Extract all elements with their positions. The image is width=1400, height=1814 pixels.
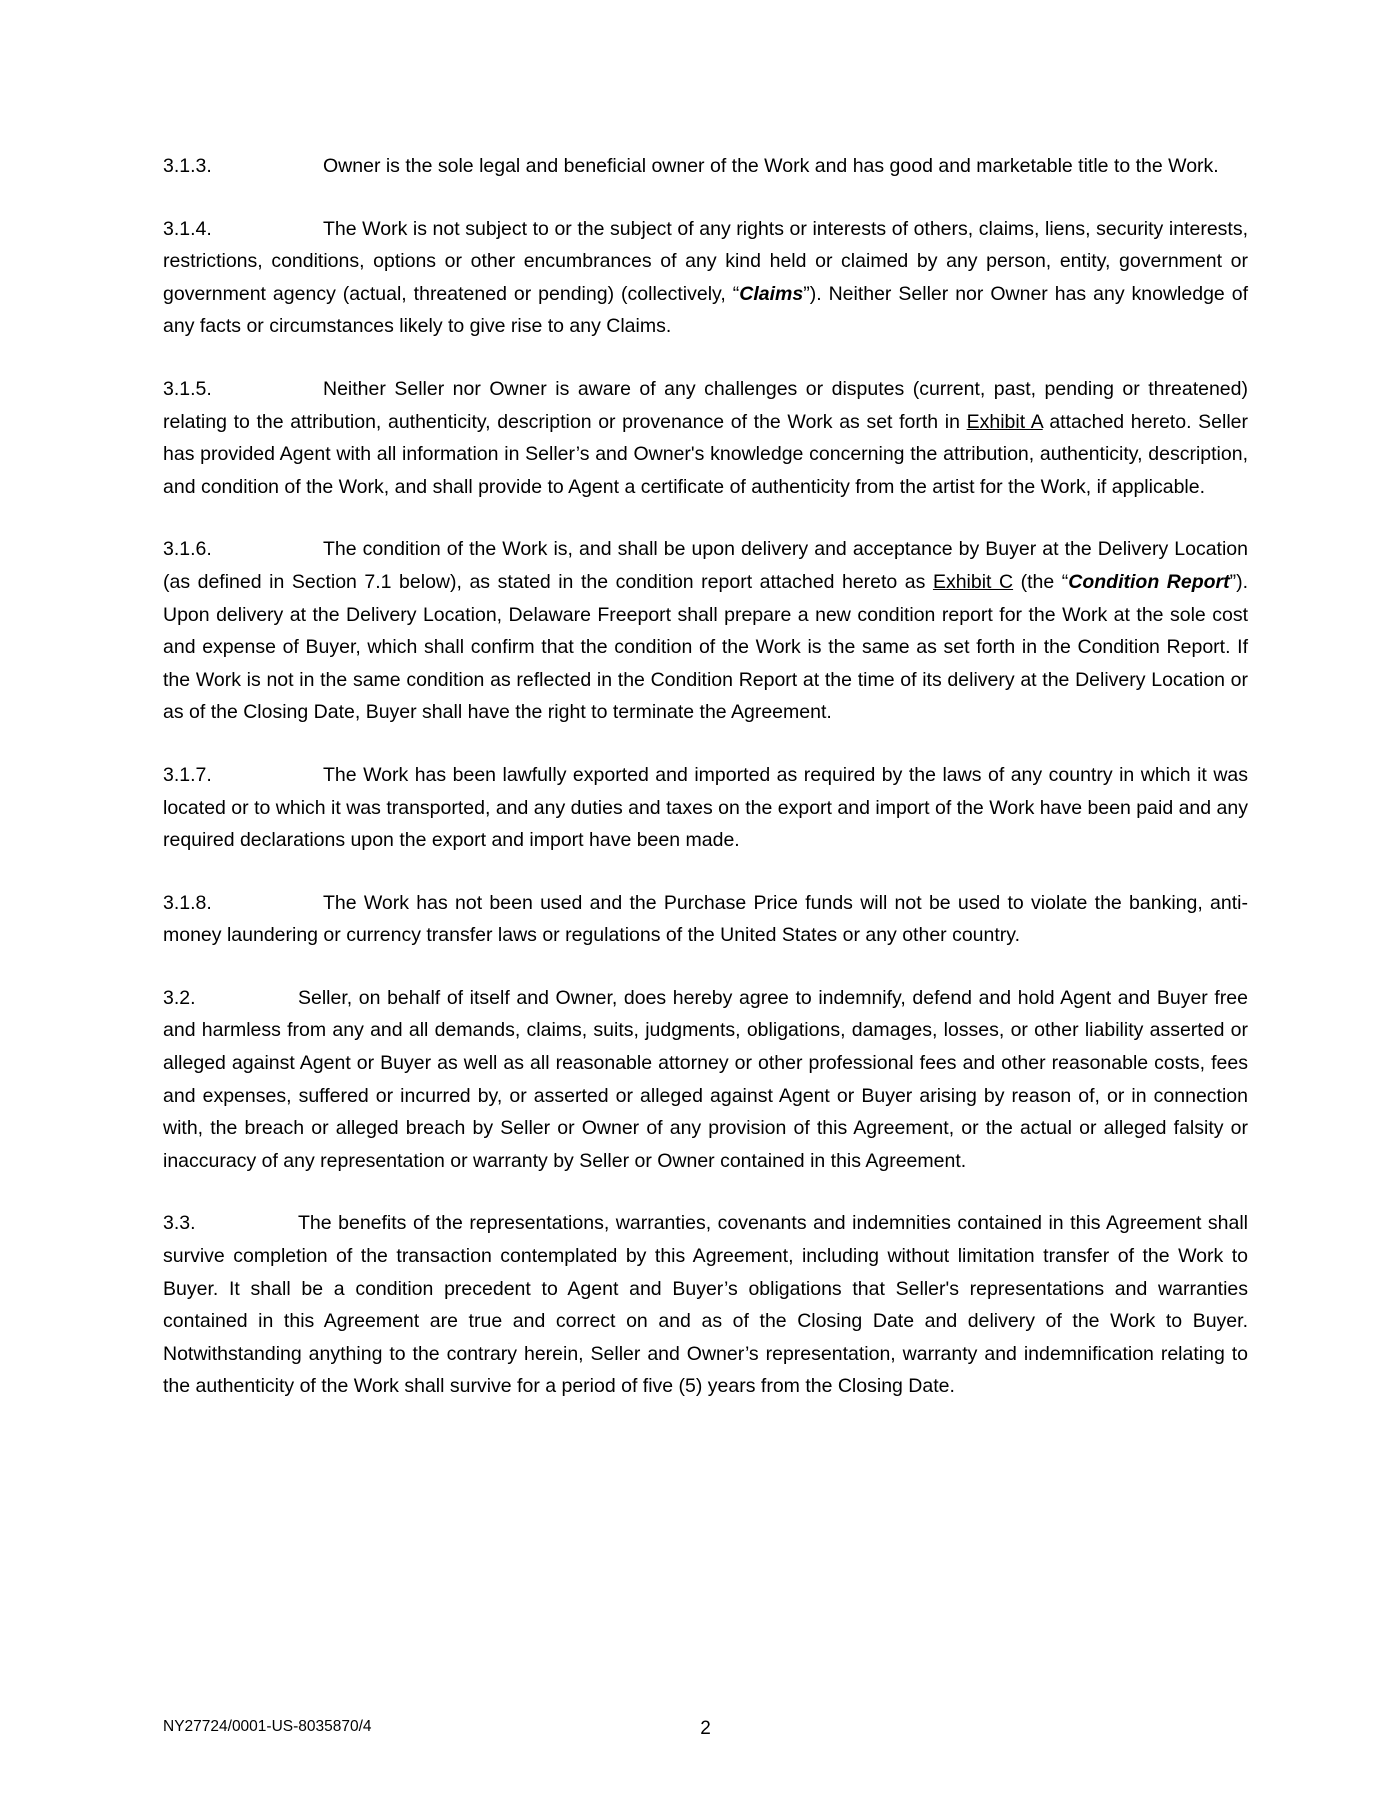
paragraph-text-continued: attached hereto. Seller has provided Agent with all information in Seller’s and Owner's knowledge concerning the attribution, authenticity, description, and condition of the Work, and shall provide to Agent a certificate of authenticity from the artist for the Work, if applicable. [163,410,1248,498]
paragraph-3-1-7 [163,759,1248,857]
paragraph-text: Seller, on behalf of itself and Owner, does hereby agree to indemnify, defend and hold Agent and Buyer free and harmless from any and all demands, claims, suits, judgments, obligations, damages, losses, or other liability asserted or alleged against Agent or Buyer as well as all reasonable attorney or other professional fees and other reasonable costs, fees and expenses, suffered or incurred by, or asserted or alleged against Agent or Buyer arising by reason of, or in connection with, the breach or alleged breach by Seller or Owner of any provision of this Agreement, or the actual or alleged falsity or inaccuracy of any representation or warranty by Seller or Owner contained in this Agreement. [163,986,1248,1172]
paragraph-text-continued: ”). Neither Seller nor Owner has any knowledge of any facts or circumstances likely to give rise to any Claims. [163,282,1248,338]
exhibit-c-reference: Exhibit C [932,570,1014,593]
paragraph-number: 3.1.6. [163,538,212,561]
document-id: NY27724/0001-US-8035870/4 [163,1718,372,1735]
paragraph-3-3 [163,1207,1248,1403]
paragraph-number: 3.1.5. [163,377,212,400]
paragraph-3-1-6 [163,533,1248,729]
paragraph-3-1-4 [163,213,1248,343]
exhibit-a-reference: Exhibit A [966,410,1043,433]
paragraph-3-1-5 [163,373,1248,503]
paragraph-text: The Work is not subject to or the subject of any rights or interests of others, claims, liens, security interests, restrictions, conditions, options or other encumbrances of any kind held or claimed by any person, entity, government or government agency (actual, threatened or pending) (collectively, “ [163,217,1248,305]
paragraph-number: 3.3. [163,1212,196,1235]
defined-term-claims: Claims [739,282,804,305]
paragraph-3-2 [163,982,1248,1178]
paragraph-text: The Work has been lawfully exported and imported as required by the laws of any country in which it was located or to which it was transported, and any duties and taxes on the export and import of the Work have been paid and any required declarations upon the export and import have been made. [163,763,1248,852]
paragraph-number: 3.1.8. [163,891,212,914]
paragraph-text-continued: ”). Upon delivery at the Delivery Location, Delaware Freeport shall prepare a new condition report for the Work at the sole cost and expense of Buyer, which shall confirm that the condition of the Work is the same as set forth in the Condition Report. If the Work is not in the same condition as reflected in the Condition Report at the time of its delivery at the Delivery Location or as of the Closing Date, Buyer shall have the right to terminate the Agreement. [163,570,1249,724]
paragraph-3-1-8 [163,887,1248,952]
defined-term-condition-report: Condition Report [1068,570,1230,593]
paragraph-text: The Work has not been used and the Purchase Price funds will not be used to violate the banking, anti-money laundering or currency transfer laws or regulations of the United States or any other country. [163,891,1248,947]
paragraph-text: Owner is the sole legal and beneficial owner of the Work and has good and marketable title to the Work. [323,155,1219,177]
paragraph-text: Neither Seller nor Owner is aware of any challenges or disputes (current, past, pending or threatened) relating to the attribution, authenticity, description or provenance of the Work as set forth in [163,377,1248,433]
paragraph-3-1-3 [163,150,1248,183]
paragraph-text-mid: (the “ [1013,570,1069,593]
page-footer [163,1718,1248,1739]
paragraph-text: The benefits of the representations, warranties, covenants and indemnities contained in this Agreement shall survive completion of the transaction contemplated by this Agreement, including without limitation transfer of the Work to Buyer. It shall be a condition precedent to Agent and Buyer’s obligations that Seller's representations and warranties contained in this Agreement are true and correct on and as of the Closing Date and delivery of the Work to Buyer. Notwithstanding anything to the contrary herein, Seller and Owner’s representation, warranty and indemnification relating to the authenticity of the Work shall survive for a period of five (5) years from the Closing Date. [163,1212,1248,1398]
paragraph-text: The condition of the Work is, and shall be upon delivery and acceptance by Buyer at the Delivery Location (as defined in Section 7.1 below), as stated in the condition report attached hereto as [163,538,1248,593]
paragraph-number: 3.1.4. [163,217,212,240]
paragraph-number: 3.2. [163,986,196,1009]
paragraph-number: 3.1.3. [163,155,212,177]
page-number: 2 [700,1718,711,1739]
document-body [163,150,1248,1403]
paragraph-number: 3.1.7. [163,763,212,786]
